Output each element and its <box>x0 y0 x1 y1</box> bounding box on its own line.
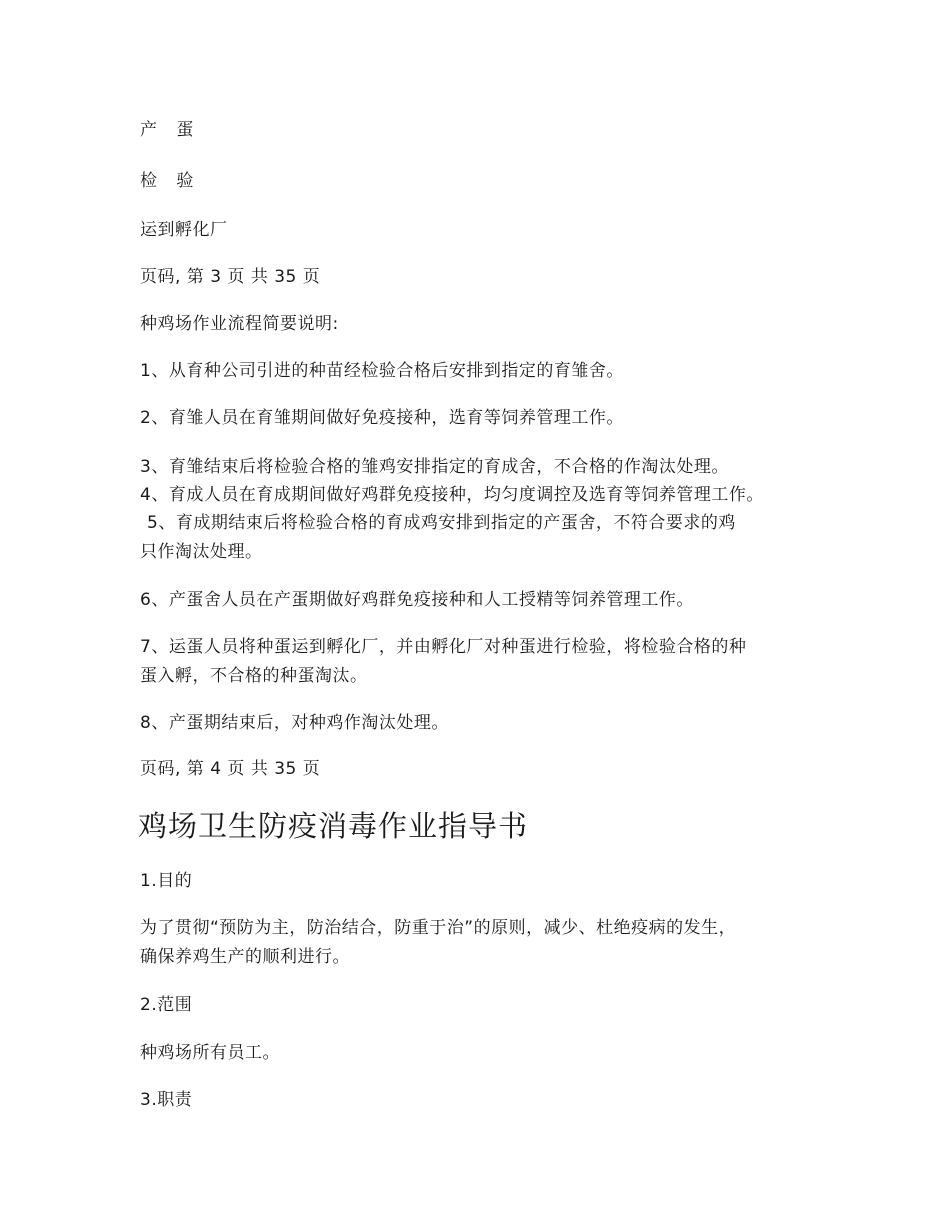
flow-step-lay-eggs: 产 蛋 <box>140 120 201 140</box>
section-scope-text: 种鸡场所有员工。 <box>140 1043 280 1063</box>
list-item-3: 3、育雏结束后将检验合格的雏鸡安排指定的育成舍，不合格的作淘汰处理。 <box>140 457 729 477</box>
list-item-1: 1、从育种公司引进的种苗经检验合格后安排到指定的育雏舍。 <box>140 361 624 381</box>
list-item-4: 4、育成人员在育成期间做好鸡群免疫接种，均匀度调控及选育等饲养管理工作。 <box>140 485 764 505</box>
list-item-5 <box>140 509 820 567</box>
flow-step-inspect: 检 验 <box>140 171 201 191</box>
list-item-7 <box>140 633 820 691</box>
list-item-6: 6、产蛋舍人员在产蛋期做好鸡群免疫接种和人工授精等饲养管理工作。 <box>140 590 694 610</box>
purpose-text-line-1: 为了贯彻“预防为主，防治结合，防重于治”的原则，减少、杜绝疫病的发生， <box>140 918 737 938</box>
page-footer-3: 页码, 第 3 页 共 35 页 <box>140 267 321 287</box>
list-item-5-line-1: 5、育成期结束后将检验合格的育成鸡安排到指定的产蛋舍，不符合要求的鸡 <box>147 513 736 533</box>
list-item-7-line-2: 蛋入孵，不合格的种蛋淘汰。 <box>140 666 368 686</box>
section-purpose-text <box>140 914 820 972</box>
list-item-8: 8、产蛋期结束后，对种鸡作淘汰处理。 <box>140 713 449 733</box>
flow-step-transport: 运到孵化厂 <box>140 220 228 240</box>
list-item-2: 2、育雏人员在育雏期间做好免疫接种，选育等饲养管理工作。 <box>140 408 624 428</box>
document-title: 鸡场卫生防疫消毒作业指导书 <box>138 809 529 843</box>
summary-title: 种鸡场作业流程简要说明: <box>140 314 339 334</box>
purpose-text-line-2: 确保养鸡生产的顺利进行。 <box>140 947 350 967</box>
section-purpose-heading: 1.目的 <box>140 871 193 891</box>
list-item-5-line-2: 只作淘汰处理。 <box>140 542 263 562</box>
section-scope-heading: 2.范围 <box>140 995 193 1015</box>
section-duty-heading: 3.职责 <box>140 1090 193 1110</box>
page-footer-4: 页码, 第 4 页 共 35 页 <box>140 759 321 779</box>
list-item-7-line-1: 7、运蛋人员将种蛋运到孵化厂，并由孵化厂对种蛋进行检验，将检验合格的种 <box>140 637 747 657</box>
